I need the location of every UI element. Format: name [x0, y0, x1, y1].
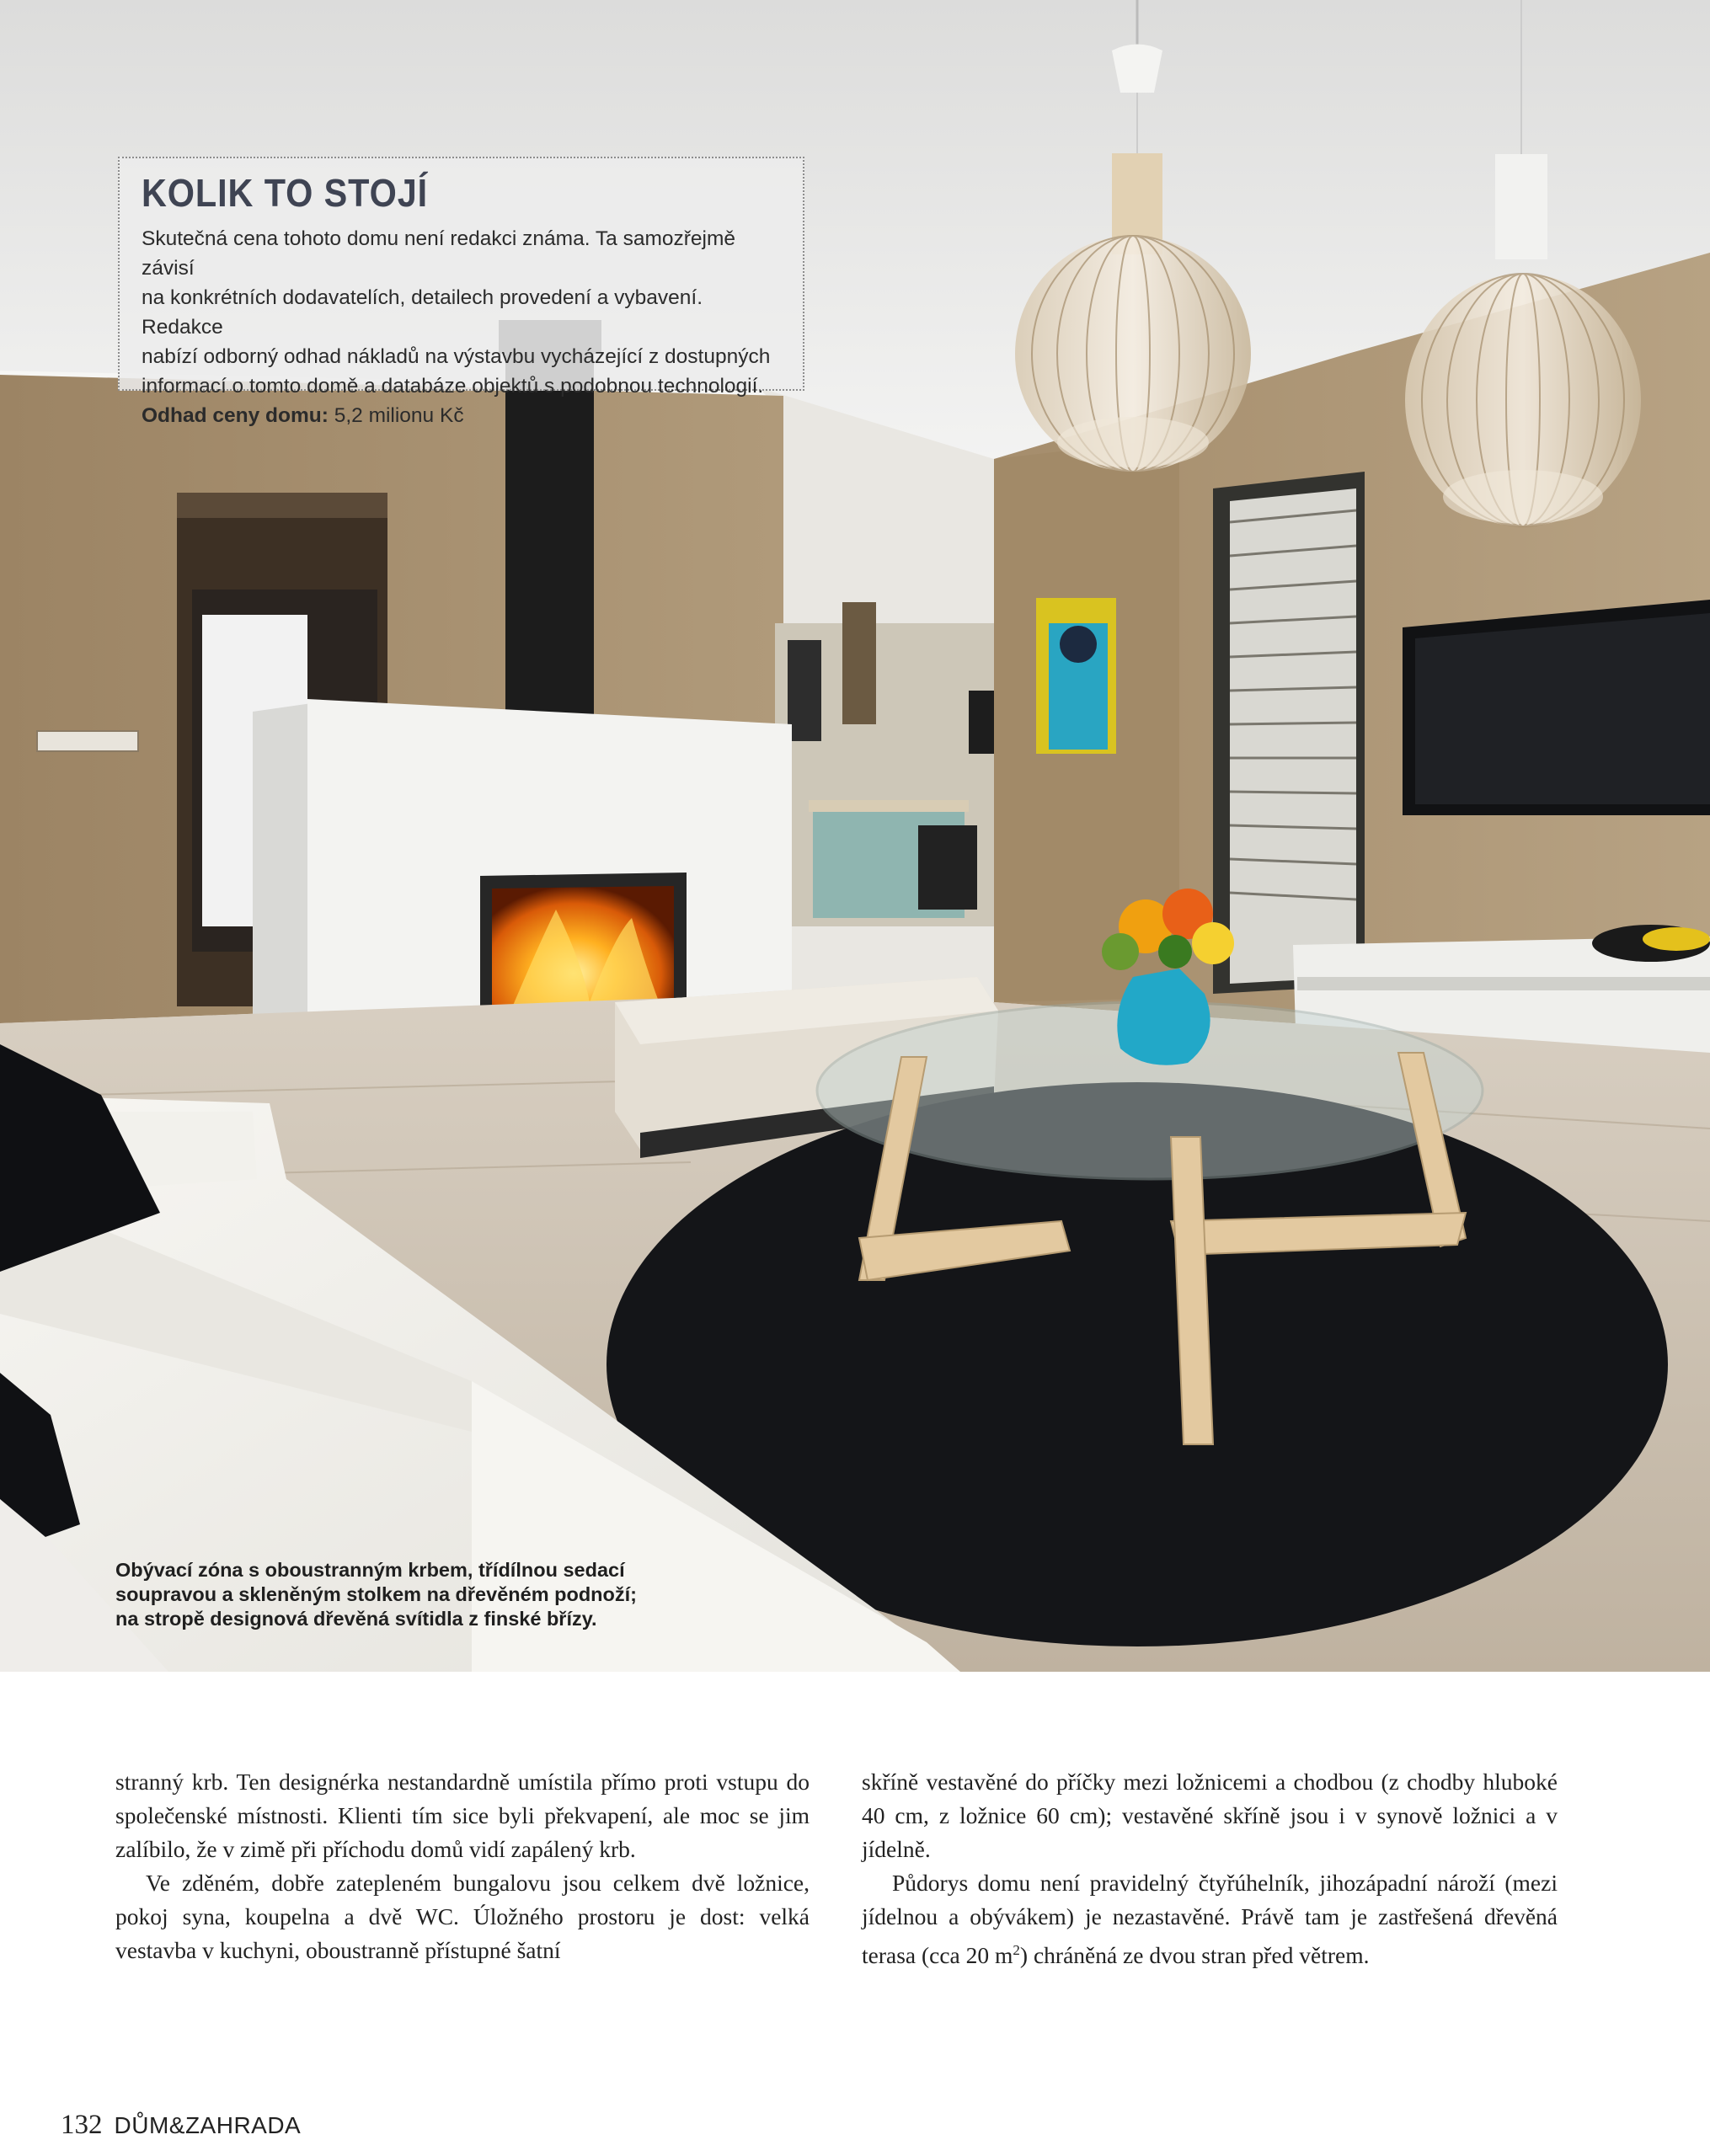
photo-caption — [115, 1558, 638, 1631]
info-box-title: KOLIK TO STOJÍ — [142, 171, 429, 215]
price-estimate — [142, 401, 781, 430]
paragraph — [862, 1866, 1558, 1972]
caption-line: soupravou a skleněným stolkem na dřevěném podnoží; — [115, 1583, 637, 1605]
paragraph: stranný krb. Ten designérka nestandardně umístila přímo proti vstupu do společenské místnosti. Klienti tím sice byli překvapení, ale moc se jim zalíbilo, že v zimě při příchodu domů vidí zapálený krb. — [115, 1769, 810, 1862]
info-box-line: nabízí odborný odhad nákladů na výstavbu vycházející z dostupných — [142, 345, 771, 368]
window-blinds — [1230, 488, 1356, 984]
page-number: 132 — [61, 2110, 103, 2140]
article-column-right — [862, 1765, 1558, 1972]
article-column-left — [115, 1765, 810, 1967]
superscript: 2 — [1013, 1942, 1020, 1958]
info-box-line: Skutečná cena tohoto domu není redakci známa. Ta samozřejmě závisí — [142, 227, 735, 280]
caption-line: Obývací zóna s oboustranným krbem, třídílnou sedací — [115, 1559, 625, 1581]
magazine-brand: DŮM&ZAHRADA — [114, 2112, 302, 2138]
page-footer — [61, 2110, 301, 2141]
light-switch — [37, 731, 138, 751]
info-box-line: informací o tomto domě a databáze objektů s podobnou technologií. — [142, 375, 764, 398]
kitchen-hood — [842, 602, 876, 724]
paragraph-text: ) chráněná ze dvou stran před větrem. — [1019, 1942, 1370, 1969]
price-estimate-value: 5,2 milionu Kč — [328, 404, 464, 427]
info-box-line: na konkrétních dodavatelích, detailech provedení a vybavení. Redakce — [142, 286, 703, 339]
paragraph: skříně vestavěné do příčky mezi ložnicemi a chodbou (z chodby hluboké 40 cm, z ložnice 60 cm); vestavěné skříně jsou i v synově ložnici a v jídelně. — [862, 1769, 1558, 1862]
paragraph: Ve zděném, dobře zatepleném bungalovu jsou celkem dvě ložnice, pokoj syna, koupelna a dvě WC. Úložného prostoru je dost: velká vestavba v kuchyni, oboustranně přístupné šatní — [115, 1870, 810, 1963]
lamp-canopy — [1112, 45, 1162, 93]
caption-line: na stropě designová dřevěná svítidla z finské břízy. — [115, 1608, 597, 1630]
cost-info-box — [118, 157, 804, 427]
paragraph-text: Půdorys domu není pravidelný čtyřúhelník, jihozápadní nároží (mezi jídelnou a obývákem) je nezastavěné. Právě tam je zastřešená dřevěná terasa (cca 20 m — [862, 1870, 1558, 1969]
price-estimate-label: Odhad ceny domu: — [142, 404, 329, 427]
